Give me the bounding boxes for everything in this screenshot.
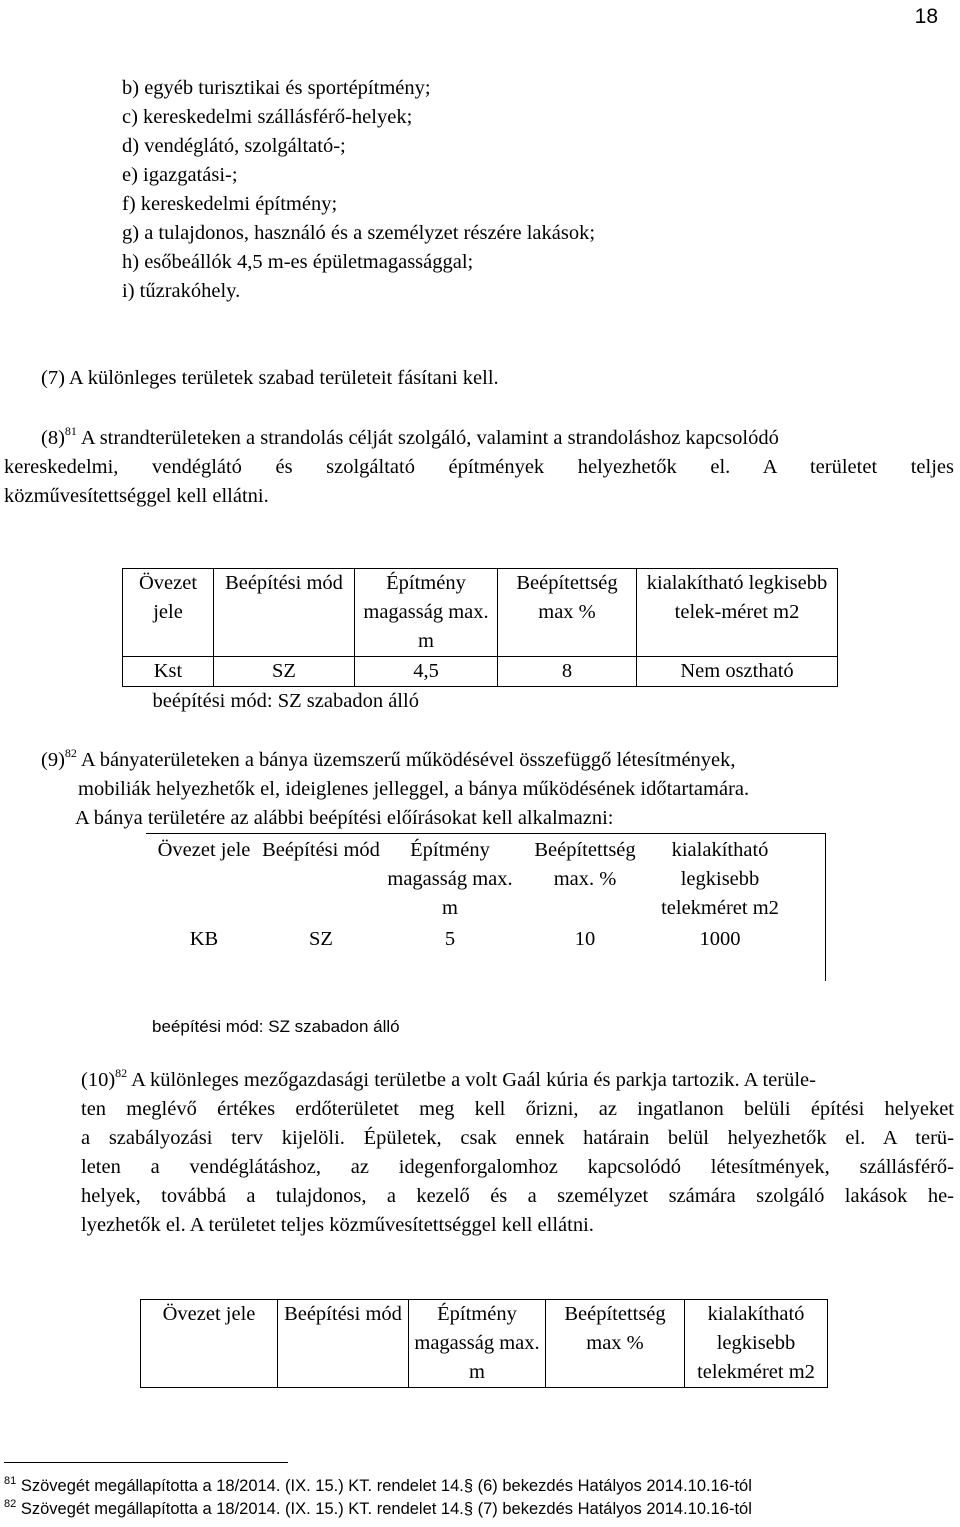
paragraph-text: lyezhetők el. A területet teljes közművesítettséggel kell ellátni. bbox=[81, 1214, 594, 1236]
footnote-ref: 81 bbox=[64, 424, 77, 438]
footnote bbox=[4, 1499, 752, 1519]
table-note: beépítési mód: SZ szabadon álló bbox=[152, 1017, 400, 1036]
table-cell: SZ bbox=[214, 657, 355, 687]
header-cell: Beépítettség max % bbox=[498, 569, 637, 657]
table-cell: 4,5 bbox=[355, 657, 498, 687]
table-cell: Nem osztható bbox=[637, 657, 838, 687]
paragraph-number: (8) bbox=[41, 427, 65, 449]
footnote-ref: 82 bbox=[64, 746, 77, 760]
paragraph-text: A különleges mezőgazdasági területbe a volt Gaál kúria és parkja tartozik. A terüle- bbox=[131, 1069, 816, 1091]
footnote bbox=[4, 1476, 752, 1496]
header-cell: Beépítési mód bbox=[214, 569, 355, 657]
header-cell: Építmény magasság max. m bbox=[387, 839, 513, 919]
table-right-rule bbox=[825, 833, 826, 981]
table-cell: 8 bbox=[498, 657, 637, 687]
table-top-rule bbox=[146, 833, 826, 834]
building-list bbox=[122, 74, 595, 306]
header-cell: kialakítható legkisebb telek-méret m2 bbox=[637, 569, 838, 657]
zoning-table-kst bbox=[122, 568, 838, 716]
header-cell: Építmény magasság max. m bbox=[409, 1300, 546, 1388]
header-cell: Beépítési mód bbox=[278, 1300, 409, 1388]
paragraph-text: A bányaterületeken a bánya üzemszerű működésével összefüggő létesítmények, bbox=[80, 749, 736, 771]
paragraph-number: (10) bbox=[81, 1069, 116, 1091]
paragraph-text: a szabályozási terv kijelöli. Épületek, csak ennek határain belül helyezhetők el. A terü- bbox=[81, 1127, 954, 1149]
table-cell: Kst bbox=[123, 657, 214, 687]
paragraph-text: ten meglévő értékes erdőterületet meg kell őrizni, az ingatlanon belüli építési helyeket bbox=[81, 1098, 954, 1120]
paragraph-text: helyek, továbbá a tulajdonos, a kezelő és a személyzet számára szolgáló lakások he- bbox=[81, 1185, 954, 1207]
list-item: f) kereskedelmi építmény; bbox=[122, 193, 338, 215]
header-cell: Övezet jele bbox=[123, 569, 214, 657]
paragraph-text: A bánya területére az alábbi beépítési előírásokat kell alkalmazni: bbox=[75, 807, 614, 829]
footnote-number: 81 bbox=[4, 1475, 17, 1487]
table-cell: 5 bbox=[444, 928, 456, 950]
paragraph-text: leten a vendéglátáshoz, az idegenforgalomhoz kapcsolódó létesítmények, szállásférő- bbox=[81, 1156, 954, 1178]
table-cell: 10 bbox=[574, 928, 596, 950]
footnote-text: Szövegét megállapította a 18/2014. (IX. 15.) KT. rendelet 14.§ (7) bekezdés Hatályos 2014.10.16-tól bbox=[20, 1500, 752, 1518]
paragraph-9 bbox=[4, 746, 954, 833]
paragraph-7: (7) A különleges területek szabad területeit fásítani kell. bbox=[41, 367, 499, 389]
zoning-table-kb bbox=[146, 836, 790, 954]
paragraph-text: A strandterületeken a strandolás célját szolgáló, valamint a strandoláshoz kapcsolódó bbox=[80, 427, 779, 449]
header-cell: Beépítési mód bbox=[262, 839, 380, 861]
footnote-text: Szövegét megállapította a 18/2014. (IX. 15.) KT. rendelet 14.§ (6) bekezdés Hatályos 2014.10.16-tól bbox=[20, 1477, 752, 1495]
header-cell: Beépítettség max. % bbox=[534, 839, 636, 890]
list-item: g) a tulajdonos, használó és a személyzet részére lakások; bbox=[122, 222, 596, 244]
header-cell: Építmény magasság max. m bbox=[355, 569, 498, 657]
table-cell: 1000 bbox=[699, 928, 741, 950]
paragraph-text: mobiliák helyezhetők el, ideiglenes jelleggel, a bánya működésének időtartamára. bbox=[78, 778, 750, 800]
page-number: 18 bbox=[914, 5, 938, 28]
header-cell: Övezet jele bbox=[141, 1300, 278, 1388]
zoning-table-empty bbox=[140, 1299, 828, 1388]
table-cell: KB bbox=[189, 928, 219, 950]
footnote-separator bbox=[4, 1462, 288, 1463]
list-item: e) igazgatási-; bbox=[122, 164, 238, 186]
header-cell: kialakítható legkisebb telekméret m2 bbox=[685, 1300, 828, 1388]
footnote-ref: 82 bbox=[115, 1066, 128, 1080]
header-cell: Beépítettség max % bbox=[546, 1300, 685, 1388]
footnote-number: 82 bbox=[4, 1498, 17, 1510]
list-item: c) kereskedelmi szállásférő-helyek; bbox=[122, 106, 413, 128]
header-cell: kialakítható legkisebb telekméret m2 bbox=[661, 839, 779, 919]
paragraph-number: (9) bbox=[41, 749, 65, 771]
table-cell: SZ bbox=[309, 928, 333, 950]
paragraph-8 bbox=[4, 424, 954, 511]
paragraph-10 bbox=[4, 1066, 954, 1240]
paragraph-text: kereskedelmi, vendéglátó és szolgáltató építmények helyezhetők el. A területet teljes bbox=[4, 456, 954, 478]
header-cell: Övezet jele bbox=[157, 839, 251, 861]
list-item: b) egyéb turisztikai és sportépítmény; bbox=[122, 77, 431, 99]
list-item: h) esőbeállók 4,5 m-es épületmagassággal; bbox=[122, 251, 474, 273]
table-note: beépítési mód: SZ szabadon álló bbox=[152, 690, 419, 712]
paragraph-text: közművesítettséggel kell ellátni. bbox=[4, 485, 269, 507]
list-item: i) tűzrakóhely. bbox=[122, 280, 241, 302]
list-item: d) vendéglátó, szolgáltató-; bbox=[122, 135, 346, 157]
